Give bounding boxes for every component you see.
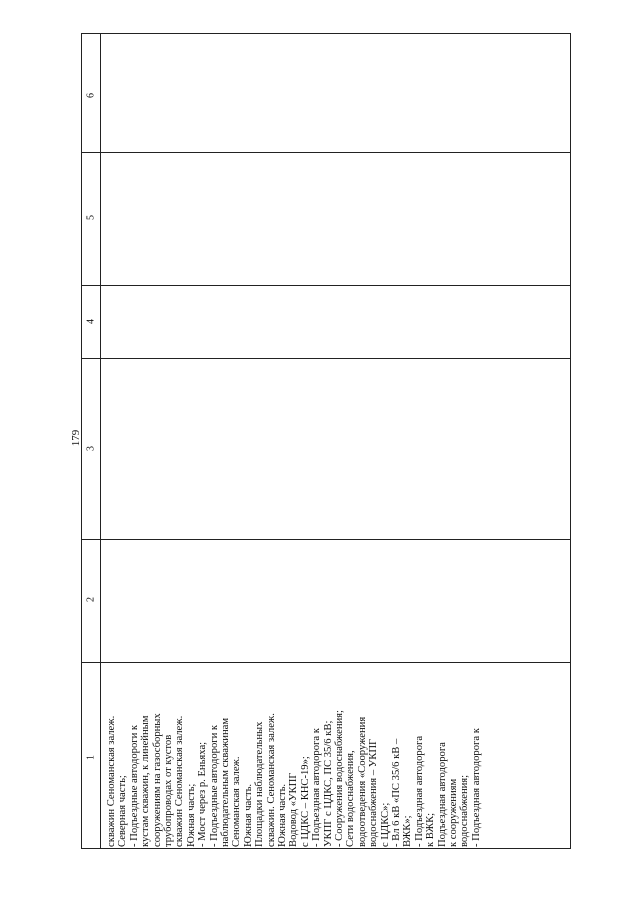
column-1-line: Водовод «УКПГ — [288, 772, 300, 847]
column-1-line: кустам скважин, к линейным — [140, 715, 152, 847]
column-1-line: Южная часть. — [277, 783, 288, 847]
column-1-line: с ЦДКС»; — [379, 802, 391, 847]
column-1-line: к сооружениям — [448, 778, 459, 847]
column-1-line: Подъездная автодорога — [436, 742, 448, 847]
column-1-line: водоснабжения; — [459, 774, 471, 847]
column-1-line: ВЖК»; — [402, 815, 414, 847]
column-1-line: водоснабжения – УКПГ — [368, 738, 380, 847]
column-number-1: 1 — [85, 755, 97, 760]
column-1-line: Сеноманская залеж. — [231, 756, 243, 847]
column-number-3: 3 — [85, 446, 97, 451]
page-number: 179 — [70, 429, 82, 447]
column-1-line: - Подъездные автодороги к — [208, 724, 220, 847]
column-number-4: 4 — [85, 319, 97, 324]
column-1-line: Южная часть; — [185, 783, 197, 847]
column-1-line: Северная часть; — [117, 775, 129, 847]
column-1-line: - Подъездные автодороги к — [128, 724, 140, 847]
col-divider — [82, 358, 570, 359]
column-1-line: водоотведения «Сооружения — [356, 716, 368, 847]
column-1-line: Сети водоснабжения, — [345, 750, 357, 847]
column-1-line: УКПГ с ЦДКС, ПС 35/6 кВ; — [322, 720, 334, 847]
column-number-6: 6 — [85, 93, 97, 98]
column-1-line: - Мост через р. Еньяха; — [197, 741, 209, 847]
column-1-line: Площадки наблюдательных — [254, 721, 266, 847]
column-number-2: 2 — [85, 597, 97, 602]
col-divider — [82, 285, 570, 286]
header-divider — [100, 34, 101, 848]
column-1-line: - Сооружения водоснабжения; — [334, 710, 345, 847]
column-1-line: с ЦДКС – КНС-19»; — [299, 756, 311, 847]
col-divider — [82, 539, 570, 540]
column-1-line: - Подъездная автодорога к — [311, 728, 323, 847]
column-1-line: - Подъездная автодорога — [413, 735, 425, 847]
col-divider — [82, 662, 570, 663]
column-1-line: трубопроводах от кустов — [163, 734, 174, 847]
column-1-line: - Вл 6 кВ «ПС 35/6 кВ – — [391, 738, 402, 847]
column-1-line: скважин. Сеноманская залеж. — [265, 713, 277, 847]
column-1-line: скважин Сеноманская залеж. — [106, 715, 117, 847]
column-1-line: - Подъездная автодорога к — [470, 728, 482, 847]
column-number-5: 5 — [85, 215, 97, 220]
column-1-line: сооружениям на газосборных — [151, 713, 163, 847]
column-1-line: наблюдательным скважинам — [220, 717, 231, 847]
column-1-line: Южная часть. — [242, 783, 254, 847]
column-1-line: скважин Сеноманская залеж. — [174, 715, 186, 847]
col-divider — [82, 152, 570, 153]
column-1-line: к ВЖК; — [425, 812, 437, 847]
